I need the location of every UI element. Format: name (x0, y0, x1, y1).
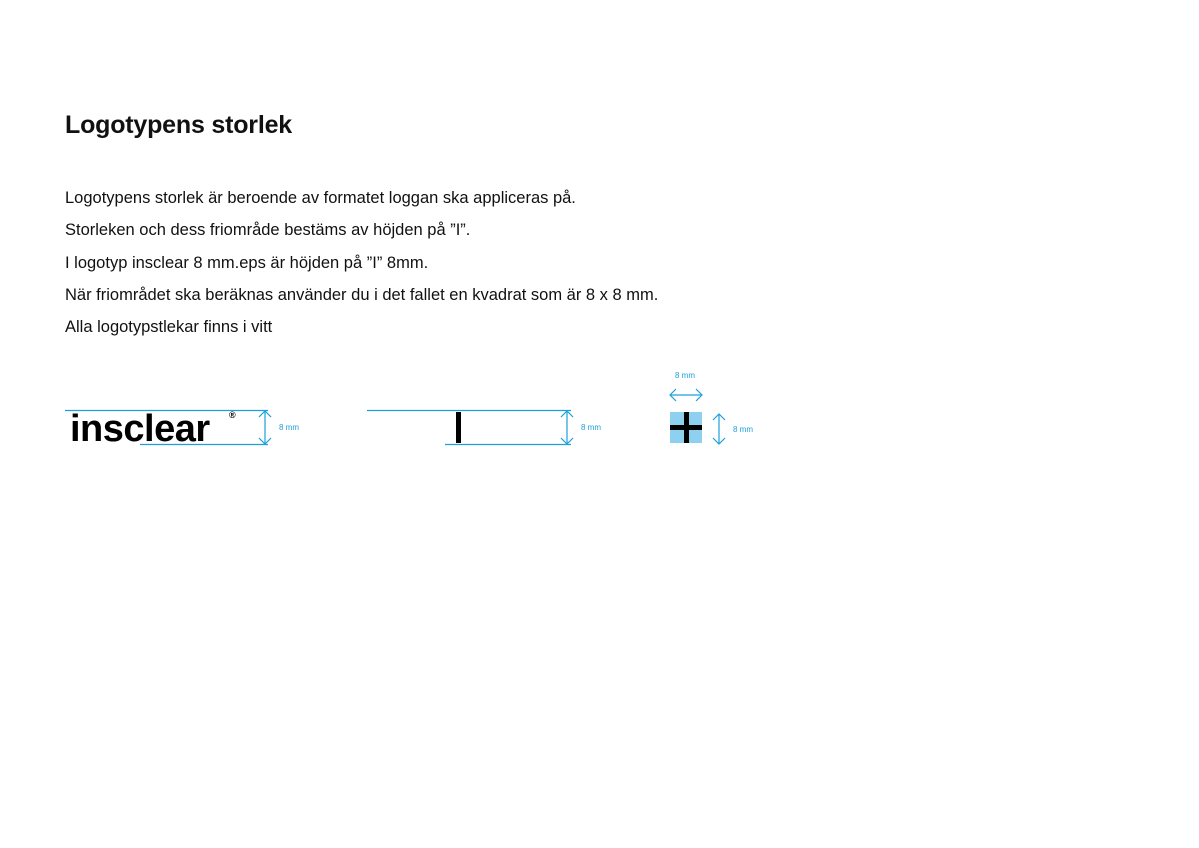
letter-height-arrow-icon (561, 411, 573, 444)
body-line: Storleken och dess friområde bestäms av höjden på ”I”. (65, 221, 471, 240)
logo-height-arrow-icon (259, 411, 271, 444)
letter-i-glyph (456, 412, 461, 443)
registered-mark: ® (229, 410, 236, 420)
logo-height-label: 8 mm (279, 423, 299, 432)
square-height-label: 8 mm (733, 425, 753, 434)
body-line: När friområdet ska beräknas använder du i det fallet en kvadrat som är 8 x 8 mm. (65, 285, 659, 304)
letter-measure-lines (367, 411, 571, 445)
body-line: I logotyp insclear 8 mm.eps är höjden på ”I” 8mm. (65, 253, 429, 272)
square-height-arrow-icon (713, 414, 725, 444)
square-width-label: 8 mm (675, 371, 695, 380)
square-width-arrow-icon (670, 389, 702, 401)
logo-measure-lines (65, 411, 268, 445)
body-line: Logotypens storlek är beroende av formatet loggan ska appliceras på. (65, 189, 576, 207)
body-line: Alla logotypstlekar finns i vitt (65, 318, 273, 337)
page-title: Logotypens storlek (65, 111, 292, 139)
logo-wordmark: insclear (70, 408, 210, 447)
letter-height-label: 8 mm (581, 423, 601, 432)
